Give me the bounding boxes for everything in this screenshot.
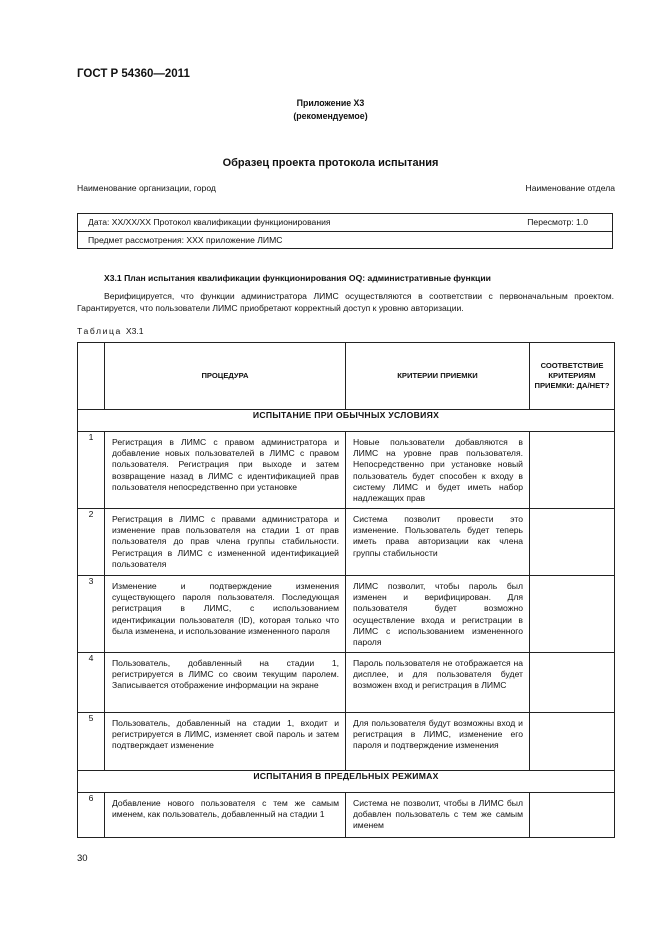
table-row <box>78 793 615 838</box>
appendix-title: Приложение Х3 <box>296 98 365 108</box>
section-heading: Х3.1 План испытания квалификации функционирования OQ: административные функции <box>104 273 491 283</box>
test-plan-table <box>77 342 615 838</box>
appendix-heading <box>0 97 661 123</box>
header-procedure: ПРОЦЕДУРА <box>105 343 346 410</box>
protocol-date: Дата: XX/XX/XX Протокол квалификации функционирования <box>88 217 331 227</box>
section-limit-label: ИСПЫТАНИЯ В ПРЕДЕЛЬНЫХ РЕЖИМАХ <box>78 771 615 793</box>
organization-name: Наименование организации, город <box>77 183 216 193</box>
row-procedure: Регистрация в ЛИМС с правом администратора и добавление новых пользователей в ЛИМС с правом пользователя. Регистрация при выходе и затем возвращение назад в ЛИМС с идентификацией прав пользователя непосредственно при установке <box>112 437 339 492</box>
table-label-number: Х3.1 <box>125 326 144 336</box>
table-row <box>78 653 615 713</box>
header-num <box>78 343 105 410</box>
table-label <box>77 326 144 337</box>
row-procedure: Регистрация в ЛИМС с правами администратора и изменение прав пользователя на стадии 1 от прав пользователя до прав члена группы стабильности. Регистрация в ЛИМС с измененной идентификацией пользователя <box>112 514 339 569</box>
row-number: 5 <box>78 713 105 771</box>
table-row <box>78 576 615 653</box>
review-subject: Предмет рассмотрения: XXX приложение ЛИМС <box>88 234 283 245</box>
header-criteria: КРИТЕРИИ ПРИЕМКИ <box>346 343 530 410</box>
table-header-row <box>78 343 615 410</box>
row-conformity <box>530 509 615 576</box>
appendix-subtitle: (рекомендуемое) <box>293 110 368 121</box>
row-number: 2 <box>78 509 105 576</box>
row-procedure: Добавление нового пользователя с тем же самым именем, как пользователь, добавленный на стадии 1 <box>112 798 339 820</box>
header-conformity: СООТВЕТСТВИЕ КРИТЕРИЯМ ПРИЕМКИ: ДА/НЕТ? <box>530 343 615 410</box>
section-normal-label: ИСПЫТАНИЕ ПРИ ОБЫЧНЫХ УСЛОВИЯХ <box>78 410 615 432</box>
row-conformity <box>530 793 615 838</box>
row-number: 3 <box>78 576 105 653</box>
document-title: Образец проекта протокола испытания <box>222 157 439 169</box>
table-row <box>78 713 615 771</box>
row-criteria: ЛИМС позволит, чтобы пароль был изменен и верифицирован. Для пользователя будет возможно осуществление входа и регистрации в ЛИМС с использованием измененного пароля <box>353 581 523 647</box>
section-row-normal <box>78 410 615 432</box>
row-conformity <box>530 713 615 771</box>
row-number: 1 <box>78 432 105 509</box>
row-number: 6 <box>78 793 105 838</box>
page-number: 30 <box>77 853 88 864</box>
row-conformity <box>530 576 615 653</box>
section-row-limit <box>78 771 615 793</box>
row-criteria: Новые пользователи добавляются в ЛИМС на уровне прав пользователя. Непосредственно при установке новый пользователь будет способен к входу в систему ЛИМС и будет иметь набор надлежащих прав <box>353 437 523 503</box>
revision: Пересмотр: 1.0 <box>527 217 588 227</box>
row-procedure: Изменение и подтверждение изменения существующего пароля пользователя. Последующая регистрация в ЛИМС, с использованием идентификации пользователя (ID), которая только что была изменена, и использование измененного пароля <box>112 581 339 636</box>
row-criteria: Для пользователя будут возможны вход и регистрация в ЛИМС, изменение его пароля и подтверждение изменения <box>353 718 523 751</box>
section-body: Верифицируется, что функции администратора ЛИМС осуществляются в соответствии с первоначальным проектом. Гарантируется, что пользователи ЛИМС приобретают корректный доступ к уровню авторизации. <box>77 291 614 314</box>
document-code: ГОСТ Р 54360—2011 <box>77 68 190 80</box>
row-criteria: Система не позволит, чтобы в ЛИМС был добавлен пользователь с тем же самым именем <box>353 798 523 831</box>
row-procedure: Пользователь, добавленный на стадии 1, входит и регистрируется в ЛИМС, изменяет свой пароль и затем подтверждает изменение <box>112 718 339 751</box>
row-criteria: Система позволит провести это изменение. Пользователь будет теперь иметь права авторизации как члена группы стабильности <box>353 514 523 558</box>
info-row-subject <box>78 231 612 248</box>
table-row <box>78 432 615 509</box>
info-row-date <box>78 214 612 231</box>
row-number: 4 <box>78 653 105 713</box>
row-conformity <box>530 432 615 509</box>
table-row <box>78 509 615 576</box>
row-criteria: Пароль пользователя не отображается на дисплее, и для пользователя будет возможен вход и регистрация в ЛИМС <box>353 658 523 691</box>
protocol-info-box <box>77 213 613 249</box>
department-name: Наименование отдела <box>525 183 615 193</box>
row-conformity <box>530 653 615 713</box>
table-label-word: Таблица <box>77 326 122 336</box>
row-procedure: Пользователь, добавленный на стадии 1, регистрируется в ЛИМС со своим текущим паролем. Записывается отображение информации на экране <box>112 658 339 691</box>
